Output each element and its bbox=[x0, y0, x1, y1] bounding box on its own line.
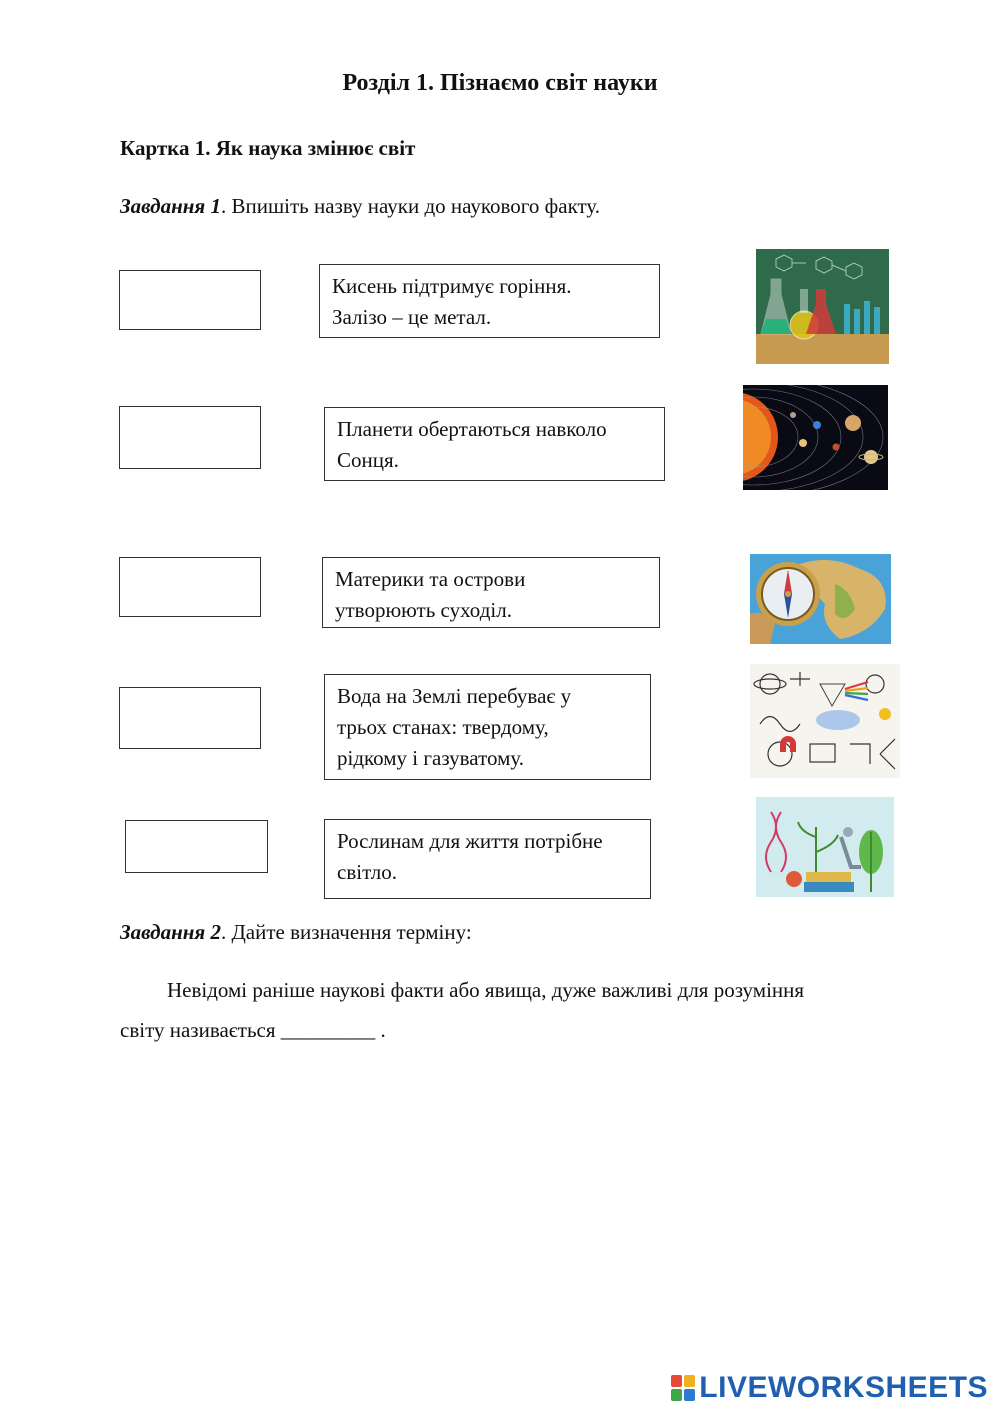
fact-4-line-3: рідкому і газуватому. bbox=[337, 746, 525, 770]
fact-box-2 bbox=[324, 407, 665, 481]
definition-blank[interactable]: _________ bbox=[280, 1018, 376, 1042]
fact-2-line-1: Планети обертаються навколо bbox=[337, 417, 607, 441]
definition-suffix: . bbox=[375, 1018, 386, 1042]
chemistry-flasks-image bbox=[756, 249, 889, 364]
physics-doodles-image bbox=[750, 664, 900, 778]
definition-prefix: світу називається bbox=[120, 1018, 276, 1042]
fact-3-line-2: утворюють суходіл. bbox=[335, 598, 512, 622]
compass-map-image bbox=[750, 554, 891, 644]
answer-box-1[interactable] bbox=[119, 270, 261, 330]
fact-box-3 bbox=[322, 557, 660, 628]
fact-2-line-2: Сонця. bbox=[337, 448, 399, 472]
liveworksheets-brand: LIVEWORKSHEETS bbox=[699, 1371, 988, 1404]
fact-4-line-1: Вода на Землі перебуває у bbox=[337, 684, 572, 708]
fact-3-line-1: Материки та острови bbox=[335, 567, 526, 591]
task2-text: . Дайте визначення терміну: bbox=[220, 920, 472, 944]
task1-label: Завдання 1 bbox=[120, 194, 221, 218]
biology-plants-image bbox=[756, 797, 894, 897]
answer-box-5[interactable] bbox=[125, 820, 268, 873]
fact-box-5 bbox=[324, 819, 651, 899]
task1-instruction bbox=[120, 194, 600, 219]
card-title: Картка 1. Як наука змінює світ bbox=[120, 136, 416, 160]
fact-5-line-2: світло. bbox=[337, 860, 397, 884]
fact-4-line-2: трьох станах: твердому, bbox=[337, 715, 549, 739]
answer-box-4[interactable] bbox=[119, 687, 261, 749]
task1-text: . Впишіть назву науки до наукового факту. bbox=[220, 194, 601, 218]
definition-line-1: Невідомі раніше наукові факти або явища, дуже важливі для розуміння bbox=[167, 978, 805, 1002]
answer-box-2[interactable] bbox=[119, 406, 261, 469]
fact-1-line-2: Залізо – це метал. bbox=[332, 305, 492, 329]
answer-box-3[interactable] bbox=[119, 557, 261, 617]
page-title: Розділ 1. Пізнаємо світ науки bbox=[342, 70, 658, 96]
task2-instruction bbox=[120, 920, 472, 945]
liveworksheets-logo-icon bbox=[671, 1375, 695, 1401]
fact-5-line-1: Рослинам для життя потрібне bbox=[337, 829, 603, 853]
fact-box-1 bbox=[319, 264, 660, 338]
task2-label: Завдання 2 bbox=[120, 920, 221, 944]
definition-line-2 bbox=[120, 1018, 386, 1043]
fact-1-line-1: Кисень підтримує горіння. bbox=[332, 274, 572, 298]
liveworksheets-logo bbox=[671, 1371, 988, 1405]
fact-box-4 bbox=[324, 674, 651, 780]
solar-system-image bbox=[743, 385, 888, 490]
